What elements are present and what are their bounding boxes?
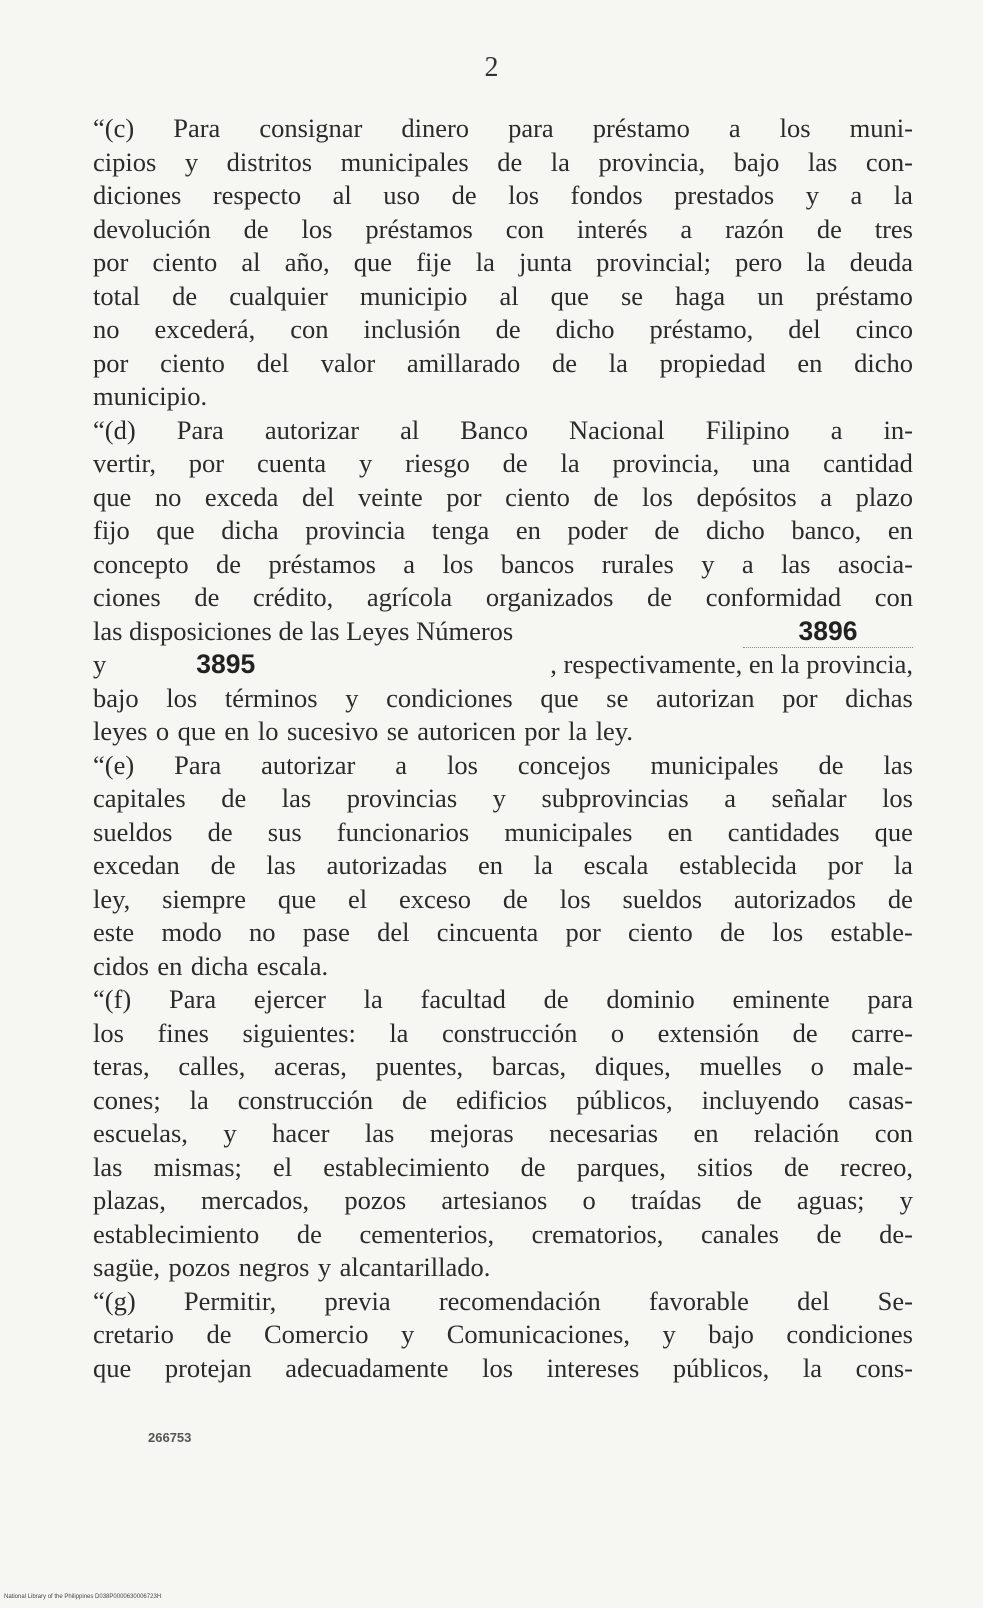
text-line: fijo que dicha provincia tenga en poder de dicho banco, en bbox=[93, 515, 913, 545]
text-line: “(g) Permitir, previa recomendación favorable del Se- bbox=[93, 1285, 913, 1316]
text-line: vertir, por cuenta y riesgo de la provincia, una cantidad bbox=[93, 448, 913, 478]
text-line: los fines siguientes: la construcción o extensión de carre- bbox=[93, 1017, 913, 1048]
text-line: este modo no pase del cincuenta por ciento de los estable- bbox=[93, 917, 913, 947]
text-line: “(c) Para consignar dinero para préstamo a los muni- bbox=[93, 113, 913, 143]
document-body bbox=[93, 112, 913, 1385]
text-line: que protejan adecuadamente los intereses públicos, la cons- bbox=[93, 1352, 913, 1383]
text-line: capitales de las provincias y subprovincias a señalar los bbox=[93, 783, 913, 813]
text-line: establecimiento de cementerios, crematorios, canales de de- bbox=[93, 1218, 913, 1249]
text-line: municipio. bbox=[93, 381, 208, 411]
page-number: 2 bbox=[484, 52, 499, 83]
text-line: bajo los términos y condiciones que se autorizan por dichas bbox=[93, 682, 913, 713]
text-line: cones; la construcción de edificios públicos, incluyendo casas- bbox=[93, 1084, 913, 1115]
text-line: las disposiciones de las Leyes Números 3896 bbox=[93, 615, 913, 649]
text-line: ley, siempre que el exceso de los sueldos autorizados de bbox=[93, 883, 913, 914]
text-line: escuelas, y hacer las mejoras necesarias en relación con bbox=[93, 1118, 913, 1148]
text-line: devolución de los préstamos con interés a razón de tres bbox=[93, 213, 913, 244]
text-line: por ciento del valor amillarado de la propiedad en dicho bbox=[93, 347, 913, 378]
text-line: cidos en dicha escala. bbox=[93, 950, 329, 981]
text-line: y 3895 , respectivamente, en la provincia, bbox=[93, 648, 913, 682]
text-line: no excederá, con inclusión de dicho préstamo, del cinco bbox=[93, 314, 913, 344]
text-line: “(d) Para autorizar al Banco Nacional Filipino a in- bbox=[93, 414, 913, 445]
text-line: cipios y distritos municipales de la provincia, bajo las con- bbox=[93, 146, 913, 177]
text-line: las mismas; el establecimiento de parques, sitios de recreo, bbox=[93, 1151, 913, 1182]
text-line: sueldos de sus funcionarios municipales en cantidades que bbox=[93, 816, 913, 847]
text-line: “(f) Para ejercer la facultad de dominio eminente para bbox=[93, 984, 913, 1014]
text-line: teras, calles, aceras, puentes, barcas, diques, muelles o male- bbox=[93, 1051, 913, 1081]
text-line: sagüe, pozos negros y alcantarillado. bbox=[93, 1252, 491, 1282]
library-watermark: National Library of the Philippines D038P0000630006723H bbox=[4, 1594, 162, 1600]
text-line: cretario de Comercio y Comunicaciones, y bajo condiciones bbox=[93, 1319, 913, 1349]
text-line: excedan de las autorizadas en la escala establecida por la bbox=[93, 850, 913, 880]
text-line: diciones respecto al uso de los fondos prestados y a la bbox=[93, 180, 913, 210]
text-line: “(e) Para autorizar a los concejos municipales de las bbox=[93, 749, 913, 780]
law-number-field: 3895 bbox=[196, 649, 256, 679]
law-number-field: 3896 bbox=[743, 615, 913, 649]
text-line: por ciento al año, que fije la junta provincial; pero la deuda bbox=[93, 247, 913, 277]
text-line: que no exceda del veinte por ciento de los depósitos a plazo bbox=[93, 481, 913, 512]
printer-code: 266753 bbox=[148, 1430, 192, 1445]
text-line: total de cualquier municipio al que se haga un préstamo bbox=[93, 280, 913, 311]
text-line: leyes o que en lo sucesivo se autoricen por la ley. bbox=[93, 716, 633, 746]
text-line: plazas, mercados, pozos artesianos o traídas de aguas; y bbox=[93, 1185, 913, 1215]
text-line: ciones de crédito, agrícola organizados de conformidad con bbox=[93, 582, 913, 612]
text-line: concepto de préstamos a los bancos rurales y a las asocia- bbox=[93, 548, 913, 579]
